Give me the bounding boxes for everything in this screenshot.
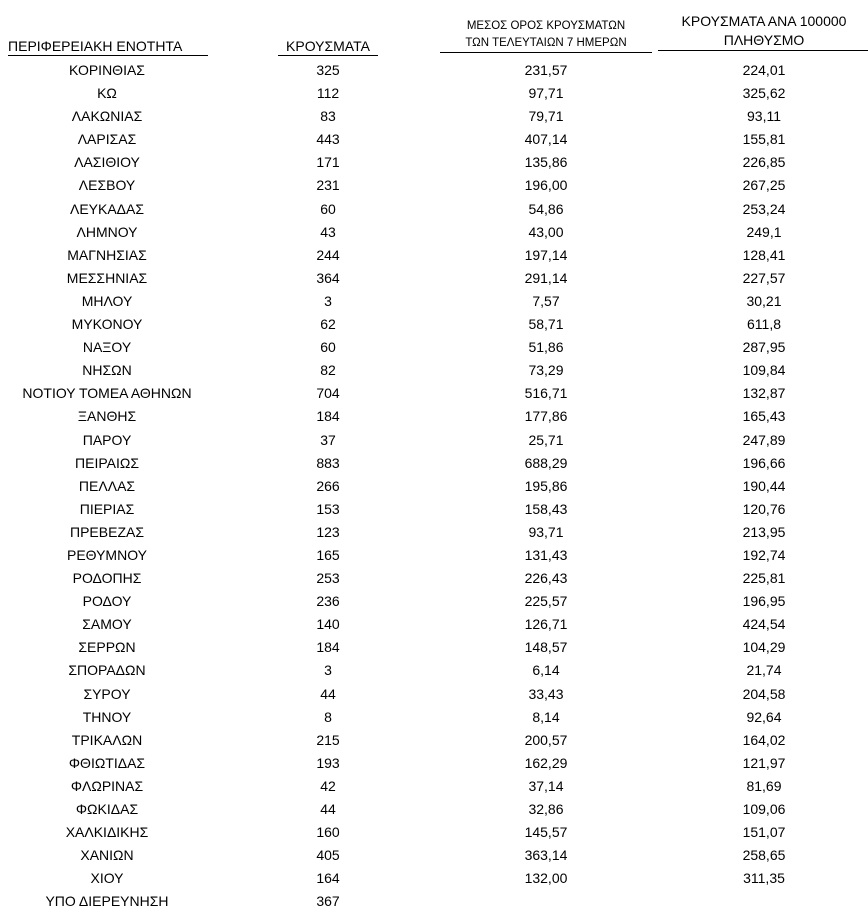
avg-7day-cell: 197,14 <box>524 246 568 263</box>
table-row <box>0 405 868 428</box>
header-region: ΠΕΡΙΦΕΡΕΙΑΚΗ ΕΝΟΤΗΤΑ <box>8 37 208 56</box>
table-row <box>0 336 868 359</box>
avg-7day-cell: 135,86 <box>524 154 568 171</box>
region-cell: ΣΑΜΟΥ <box>82 616 132 633</box>
avg-7day-cell: 291,14 <box>524 269 568 286</box>
cases-cell: 123 <box>316 523 340 540</box>
table-row <box>0 429 868 452</box>
cases-cell: 253 <box>316 570 340 587</box>
region-cell: ΦΛΩΡΙΝΑΣ <box>70 777 144 794</box>
region-cell: ΜΗΛΟΥ <box>81 292 133 309</box>
cases-cell: 62 <box>320 316 336 333</box>
cases-cell: 82 <box>320 362 336 379</box>
table-row <box>0 105 868 128</box>
region-cell: ΠΙΕΡΙΑΣ <box>79 500 135 517</box>
region-cell: ΦΘΙΩΤΙΔΑΣ <box>68 754 146 771</box>
per-100k-cell: 225,81 <box>742 570 786 587</box>
region-cell: ΡΕΘΥΜΝΟΥ <box>66 546 147 563</box>
region-cell: ΜΥΚΟΝΟΥ <box>71 316 143 333</box>
avg-7day-cell: 33,43 <box>528 685 564 702</box>
region-cell: ΛΕΣΒΟΥ <box>78 177 136 194</box>
per-100k-cell: 249,1 <box>746 223 782 240</box>
avg-7day-cell: 8,14 <box>532 708 560 725</box>
table-row <box>0 174 868 197</box>
header-per-100k <box>658 12 868 51</box>
region-cell: ΦΩΚΙΔΑΣ <box>75 801 139 817</box>
region-cell: ΛΑΣΙΘΙΟΥ <box>74 154 140 171</box>
avg-7day-cell: 145,57 <box>524 824 568 841</box>
avg-7day-cell: 363,14 <box>524 847 568 864</box>
table-row <box>0 498 868 521</box>
cases-cell: 8 <box>324 708 332 725</box>
cases-cell: 3 <box>324 662 332 679</box>
avg-7day-cell: 225,57 <box>524 593 568 610</box>
region-cell: ΡΟΔΟΥ <box>82 593 132 610</box>
cases-cell: 153 <box>316 500 340 517</box>
avg-7day-cell: 32,86 <box>528 801 564 817</box>
per-100k-cell: 104,29 <box>742 639 786 656</box>
per-100k-cell: 120,76 <box>742 500 786 517</box>
region-cell: ΛΕΥΚΑΔΑΣ <box>69 200 145 217</box>
avg-7day-cell: 43,00 <box>528 223 564 240</box>
table-row <box>0 706 868 729</box>
table-row <box>0 128 868 151</box>
region-cell: ΤΡΙΚΑΛΩΝ <box>71 731 143 748</box>
cases-cell: 236 <box>316 593 340 610</box>
per-100k-cell: 81,69 <box>746 777 782 794</box>
per-100k-cell: 92,64 <box>746 708 782 725</box>
per-100k-cell: 109,84 <box>742 362 786 379</box>
per-100k-cell: 325,62 <box>742 85 786 102</box>
region-cell: ΛΑΚΩΝΙΑΣ <box>71 108 143 125</box>
table-row <box>0 59 868 82</box>
region-cell: ΚΟΡΙΝΘΙΑΣ <box>69 62 145 78</box>
region-cell: ΤΗΝΟΥ <box>82 708 132 725</box>
region-cell: ΣΕΡΡΩΝ <box>78 639 136 656</box>
table-row <box>0 752 868 775</box>
header-7day-average <box>440 18 652 53</box>
region-cell: ΠΕΙΡΑΙΩΣ <box>75 454 139 471</box>
per-100k-cell: 155,81 <box>742 131 786 148</box>
per-100k-cell: 611,8 <box>747 316 781 333</box>
cases-cell: 364 <box>316 269 340 286</box>
per-100k-cell: 226,85 <box>742 154 786 171</box>
header-cases: ΚΡΟΥΣΜΑΤΑ <box>278 37 378 56</box>
cases-cell: 184 <box>316 408 340 425</box>
per-100k-cell: 128,41 <box>742 246 786 263</box>
region-cell: ΧΙΟΥ <box>90 870 124 887</box>
avg-7day-cell: 688,29 <box>524 454 568 471</box>
table-row <box>0 890 868 913</box>
cases-cell: 160 <box>316 824 340 841</box>
per-100k-cell: 267,25 <box>742 177 786 194</box>
region-cell: ΚΩ <box>97 85 117 102</box>
per-100k-cell: 121,97 <box>742 754 786 771</box>
table-row <box>0 221 868 244</box>
cases-cell: 3 <box>324 292 332 309</box>
region-cell: ΝΗΣΩΝ <box>82 362 132 379</box>
per-100k-cell: 227,57 <box>742 269 786 286</box>
per-100k-cell: 21,74 <box>746 662 782 679</box>
cases-cell: 443 <box>316 131 340 148</box>
avg-7day-cell: 79,71 <box>528 108 564 125</box>
region-cell: ΝΟΤΙΟΥ ΤΟΜΕΑ ΑΘΗΝΩΝ <box>22 385 192 402</box>
region-cell: ΧΑΛΚΙΔΙΚΗΣ <box>65 824 149 841</box>
region-cell: ΣΥΡΟΥ <box>83 685 131 702</box>
per-100k-cell: 287,95 <box>742 339 786 356</box>
avg-7day-cell: 131,43 <box>524 546 568 563</box>
table-row <box>0 267 868 290</box>
table-row <box>0 521 868 544</box>
avg-7day-cell: 148,57 <box>524 639 568 656</box>
region-cell: ΠΕΛΛΑΣ <box>78 477 136 494</box>
per-100k-cell: 151,07 <box>742 824 786 841</box>
avg-7day-cell: 37,14 <box>528 777 564 794</box>
table-row <box>0 198 868 221</box>
region-cell: ΡΟΔΟΠΗΣ <box>72 570 142 587</box>
table-row <box>0 798 868 821</box>
table-row <box>0 151 868 174</box>
per-100k-cell: 196,95 <box>742 593 786 610</box>
cases-cell: 112 <box>316 85 340 102</box>
avg-7day-cell: 200,57 <box>524 731 568 748</box>
per-100k-cell: 247,89 <box>742 431 786 448</box>
avg-7day-cell: 51,86 <box>528 339 564 356</box>
per-100k-cell: 190,44 <box>742 477 786 494</box>
avg-7day-cell: 158,43 <box>524 500 568 517</box>
table-row <box>0 683 868 706</box>
table-row <box>0 659 868 682</box>
table-row <box>0 382 868 405</box>
per-100k-cell: 424,54 <box>742 616 786 633</box>
avg-7day-cell: 7,57 <box>532 292 560 309</box>
avg-7day-cell: 54,86 <box>528 200 564 217</box>
per-100k-cell: 311,35 <box>743 870 785 887</box>
avg-7day-cell: 195,86 <box>524 477 568 494</box>
per-100k-cell: 213,95 <box>742 523 786 540</box>
cases-cell: 140 <box>316 616 340 633</box>
cases-cell: 171 <box>316 154 340 171</box>
per-100k-cell: 165,43 <box>742 408 786 425</box>
table-row <box>0 636 868 659</box>
per-100k-cell: 224,01 <box>742 62 786 78</box>
table-row <box>0 775 868 798</box>
per-100k-cell: 192,74 <box>742 546 786 563</box>
table-body <box>0 59 868 913</box>
avg-7day-cell: 162,29 <box>524 754 568 771</box>
table-row <box>0 452 868 475</box>
region-cell: ΜΑΓΝΗΣΙΑΣ <box>67 246 147 263</box>
cases-cell: 405 <box>316 847 340 864</box>
cases-cell: 184 <box>316 639 340 656</box>
cases-cell: 215 <box>316 731 340 748</box>
per-100k-cell: 132,87 <box>742 385 786 402</box>
region-cell: ΣΠΟΡΑΔΩΝ <box>68 662 146 679</box>
region-cell: ΧΑΝΙΩΝ <box>80 847 134 864</box>
table-row <box>0 290 868 313</box>
cases-cell: 266 <box>316 477 340 494</box>
table-row <box>0 590 868 613</box>
avg-7day-cell: 177,86 <box>524 408 568 425</box>
avg-7day-cell: 231,57 <box>524 62 568 78</box>
cases-cell: 231 <box>316 177 340 194</box>
region-cell: ΜΕΣΣΗΝΙΑΣ <box>66 269 148 286</box>
avg-7day-cell: 196,00 <box>524 177 568 194</box>
avg-7day-cell: 6,14 <box>532 662 560 679</box>
avg-7day-cell: 97,71 <box>528 85 564 102</box>
table-row <box>0 544 868 567</box>
region-cell: ΝΑΞΟΥ <box>82 339 132 356</box>
avg-7day-cell: 226,43 <box>524 570 568 587</box>
per-100k-cell: 164,02 <box>742 731 786 748</box>
cases-cell: 44 <box>320 685 336 702</box>
cases-cell: 43 <box>320 223 336 240</box>
header-per-line2: ΠΛΗΘΥΣΜΟ <box>658 31 868 51</box>
header-avg-line1: ΜΕΣΟΣ ΟΡΟΣ ΚΡΟΥΣΜΑΤΩΝ <box>466 20 626 32</box>
per-100k-cell: 204,58 <box>742 685 786 702</box>
cases-cell: 60 <box>320 200 336 217</box>
cases-cell: 193 <box>316 754 340 771</box>
per-100k-cell: 258,65 <box>742 847 786 864</box>
header-avg-line2: ΤΩΝ ΤΕΛΕΥΤΑΙΩΝ 7 ΗΜΕΡΩΝ <box>440 35 652 53</box>
cases-cell: 60 <box>320 339 336 356</box>
table-row <box>0 867 868 890</box>
cases-cell: 42 <box>320 777 336 794</box>
region-cell: ΠΡΕΒΕΖΑΣ <box>69 523 144 540</box>
table-row <box>0 82 868 105</box>
cases-cell: 325 <box>316 62 340 78</box>
avg-7day-cell: 516,71 <box>524 385 568 402</box>
per-100k-cell: 30,21 <box>746 292 782 309</box>
avg-7day-cell: 25,71 <box>528 431 564 448</box>
table-row <box>0 359 868 382</box>
region-cell: ΠΑΡΟΥ <box>82 431 132 448</box>
cases-cell: 165 <box>316 546 340 563</box>
cases-cell: 83 <box>320 108 336 125</box>
per-100k-cell: 93,11 <box>747 108 781 125</box>
cases-cell: 44 <box>320 801 336 817</box>
region-cell: ΞΑΝΘΗΣ <box>77 408 137 425</box>
cases-cell: 883 <box>316 454 340 471</box>
avg-7day-cell: 58,71 <box>528 316 564 333</box>
header-per-line1: ΚΡΟΥΣΜΑΤΑ ΑΝΑ 100000 <box>681 13 847 29</box>
table-row <box>0 567 868 590</box>
avg-7day-cell: 126,71 <box>524 616 568 633</box>
table-row <box>0 729 868 752</box>
cases-cell: 37 <box>320 431 336 448</box>
cases-cell: 367 <box>316 893 340 910</box>
table-row <box>0 313 868 336</box>
table-row <box>0 244 868 267</box>
avg-7day-cell: 407,14 <box>524 131 568 148</box>
avg-7day-cell: 93,71 <box>528 523 564 540</box>
table-row <box>0 821 868 844</box>
avg-7day-cell: 132,00 <box>524 870 568 887</box>
table-row <box>0 613 868 636</box>
cases-cell: 244 <box>316 246 340 263</box>
region-cell: ΛΑΡΙΣΑΣ <box>77 131 137 148</box>
cases-cell: 164 <box>316 870 340 887</box>
per-100k-cell: 253,24 <box>742 200 786 217</box>
avg-7day-cell: 73,29 <box>528 362 564 379</box>
region-cell: ΥΠΟ ΔΙΕΡΕΥΝΗΣΗ <box>45 893 169 910</box>
region-cell: ΛΗΜΝΟΥ <box>76 223 138 240</box>
per-100k-cell: 196,66 <box>742 454 786 471</box>
table-row <box>0 475 868 498</box>
cases-cell: 704 <box>316 385 340 402</box>
table-row <box>0 844 868 867</box>
per-100k-cell: 109,06 <box>742 801 786 817</box>
